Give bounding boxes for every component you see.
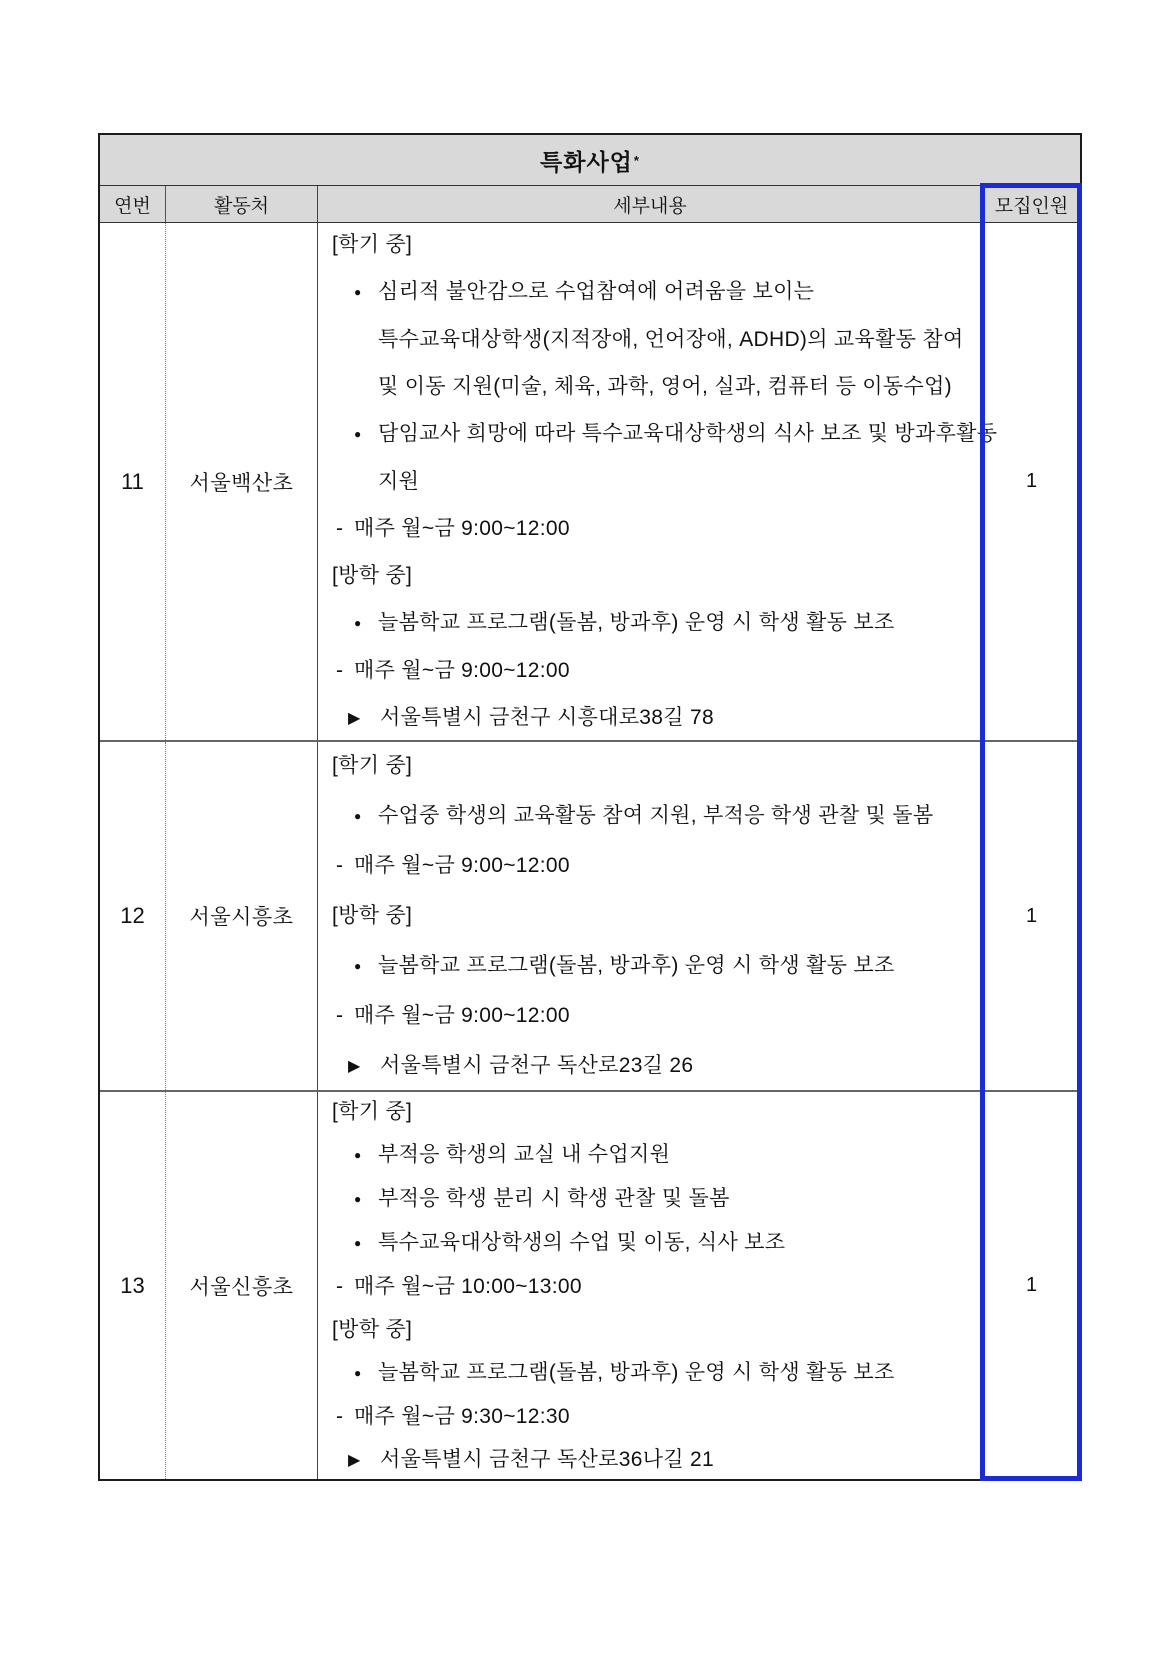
detail-line-text: 매주 월~금 9:00~12:00 (354, 659, 570, 682)
bullet-marker-icon: ● (354, 1191, 362, 1206)
column-header-serial: 연번 (100, 186, 166, 222)
detail-line-arrow (348, 694, 976, 742)
cell-activity-place: 서울신흥초 (166, 1092, 318, 1479)
detail-line-arrow (348, 1041, 976, 1092)
cell-activity-place: 서울시흥초 (166, 742, 318, 1090)
dash-marker-icon: - (336, 853, 344, 877)
detail-line-text: 특수교육대상학생(지적장애, 언어장애, ADHD)의 교육활동 참여 (378, 328, 964, 351)
detail-line-dash (336, 1395, 976, 1438)
detail-line-section (332, 1308, 976, 1351)
dash-marker-icon: - (336, 659, 344, 682)
detail-line-text: 서울특별시 금천구 시흥대로38길 78 (380, 706, 714, 729)
dash-marker-icon: - (336, 1274, 344, 1298)
detail-line-text: 매주 월~금 9:30~12:30 (354, 1404, 570, 1428)
bullet-marker-icon: ● (354, 808, 362, 823)
cell-detail-content (318, 1092, 983, 1479)
detail-line-bullet (354, 599, 976, 647)
table-title-asterisk: * (633, 152, 640, 168)
detail-line-text: 지원 (378, 470, 420, 493)
table-row (100, 740, 1080, 1090)
detail-line-text: [방학 중] (332, 1317, 413, 1341)
cell-recruit-count: 1 (1025, 904, 1038, 927)
detail-line-text: 심리적 불안감으로 수업참여에 어려움을 보이는 (378, 280, 815, 303)
detail-line-text: 부적응 학생 분리 시 학생 관찰 및 돌봄 (378, 1186, 730, 1210)
detail-line-text: [학기 중] (332, 753, 413, 777)
detail-line-text: 수업중 학생의 교육활동 참여 지원, 부적응 학생 관찰 및 돌봄 (378, 803, 934, 827)
detail-line-section (332, 552, 976, 599)
detail-line-dash (336, 647, 976, 694)
bullet-marker-icon: ● (354, 427, 362, 441)
detail-line-bullet (354, 1221, 976, 1265)
detail-line-bullet (354, 941, 976, 991)
detail-line-text: 매주 월~금 9:00~12:00 (354, 517, 570, 540)
detail-line-cont (378, 458, 976, 505)
bullet-marker-icon: ● (354, 1147, 362, 1162)
detail-line-dash (336, 991, 976, 1041)
table-title (100, 135, 1080, 186)
cell-detail-content (318, 223, 998, 740)
table-body (100, 223, 1080, 1479)
detail-line-bullet (354, 1177, 976, 1221)
detail-line-section (332, 1090, 976, 1133)
table-title-text: 특화사업 (540, 148, 633, 175)
bullet-marker-icon: ● (354, 285, 362, 299)
detail-line-bullet (354, 791, 976, 841)
detail-line-bullet (354, 1351, 976, 1395)
dash-marker-icon: - (336, 517, 344, 540)
dash-marker-icon: - (336, 1003, 344, 1027)
detail-line-text: [방학 중] (332, 903, 413, 927)
detail-line-text: 매주 월~금 10:00~13:00 (354, 1274, 582, 1298)
detail-line-bullet (354, 1133, 976, 1177)
detail-line-text: 부적응 학생의 교실 내 수업지원 (378, 1142, 671, 1166)
detail-line-arrow (348, 1438, 976, 1482)
detail-line-dash (336, 1265, 976, 1308)
detail-line-text: [방학 중] (332, 564, 413, 587)
column-header-recruit: 모집인원 (994, 195, 1069, 217)
detail-line-dash (336, 841, 976, 891)
detail-line-section (332, 891, 976, 941)
detail-line-section (332, 221, 976, 268)
table-header-row (100, 186, 1080, 223)
detail-line-text: [학기 중] (332, 233, 413, 256)
detail-line-text: 매주 월~금 9:00~12:00 (354, 1003, 570, 1027)
bullet-marker-icon: ● (354, 958, 362, 973)
arrow-marker-icon: ▶ (348, 1451, 361, 1469)
dash-marker-icon: - (336, 1404, 344, 1428)
detail-line-text: 매주 월~금 9:00~12:00 (354, 853, 570, 877)
cell-detail-content (318, 742, 983, 1090)
bullet-marker-icon: ● (354, 1235, 362, 1250)
bullet-marker-icon: ● (354, 616, 362, 630)
detail-line-text: 및 이동 지원(미술, 체육, 과학, 영어, 실과, 컴퓨터 등 이동수업) (378, 375, 952, 398)
bullet-marker-icon: ● (354, 1365, 362, 1380)
cell-serial-number: 13 (100, 1092, 166, 1479)
column-header-detail: 세부내용 (318, 186, 983, 222)
cell-activity-place: 서울백산초 (166, 223, 318, 740)
table-row (100, 223, 1080, 740)
detail-line-text: 늘봄학교 프로그램(돌봄, 방과후) 운영 시 학생 활동 보조 (378, 611, 895, 634)
arrow-marker-icon: ▶ (348, 710, 361, 727)
detail-line-dash (336, 505, 976, 552)
detail-line-text: 서울특별시 금천구 독산로23길 26 (380, 1053, 694, 1077)
cell-recruit-count: 1 (1025, 470, 1038, 492)
detail-line-text: 늘봄학교 프로그램(돌봄, 방과후) 운영 시 학생 활동 보조 (378, 953, 895, 977)
detail-line-bullet (354, 268, 976, 316)
table-row (100, 1090, 1080, 1479)
detail-line-cont (378, 316, 976, 363)
detail-line-text: 특수교육대상학생의 수업 및 이동, 식사 보조 (378, 1230, 786, 1254)
detail-line-cont (378, 363, 976, 410)
special-project-table (98, 133, 1082, 1481)
detail-line-bullet (354, 410, 998, 458)
cell-serial-number: 12 (100, 742, 166, 1090)
cell-serial-number: 11 (100, 223, 166, 740)
detail-line-section (332, 741, 976, 791)
detail-line-text: 늘봄학교 프로그램(돌봄, 방과후) 운영 시 학생 활동 보조 (378, 1360, 895, 1384)
arrow-marker-icon: ▶ (348, 1057, 361, 1075)
detail-line-text: [학기 중] (332, 1099, 413, 1123)
cell-recruit-count: 1 (1025, 1274, 1038, 1296)
detail-line-text: 담임교사 희망에 따라 특수교육대상학생의 식사 보조 및 방과후활동 (378, 422, 998, 445)
detail-line-text: 서울특별시 금천구 독산로36나길 21 (380, 1447, 714, 1471)
column-header-place: 활동처 (166, 186, 318, 222)
